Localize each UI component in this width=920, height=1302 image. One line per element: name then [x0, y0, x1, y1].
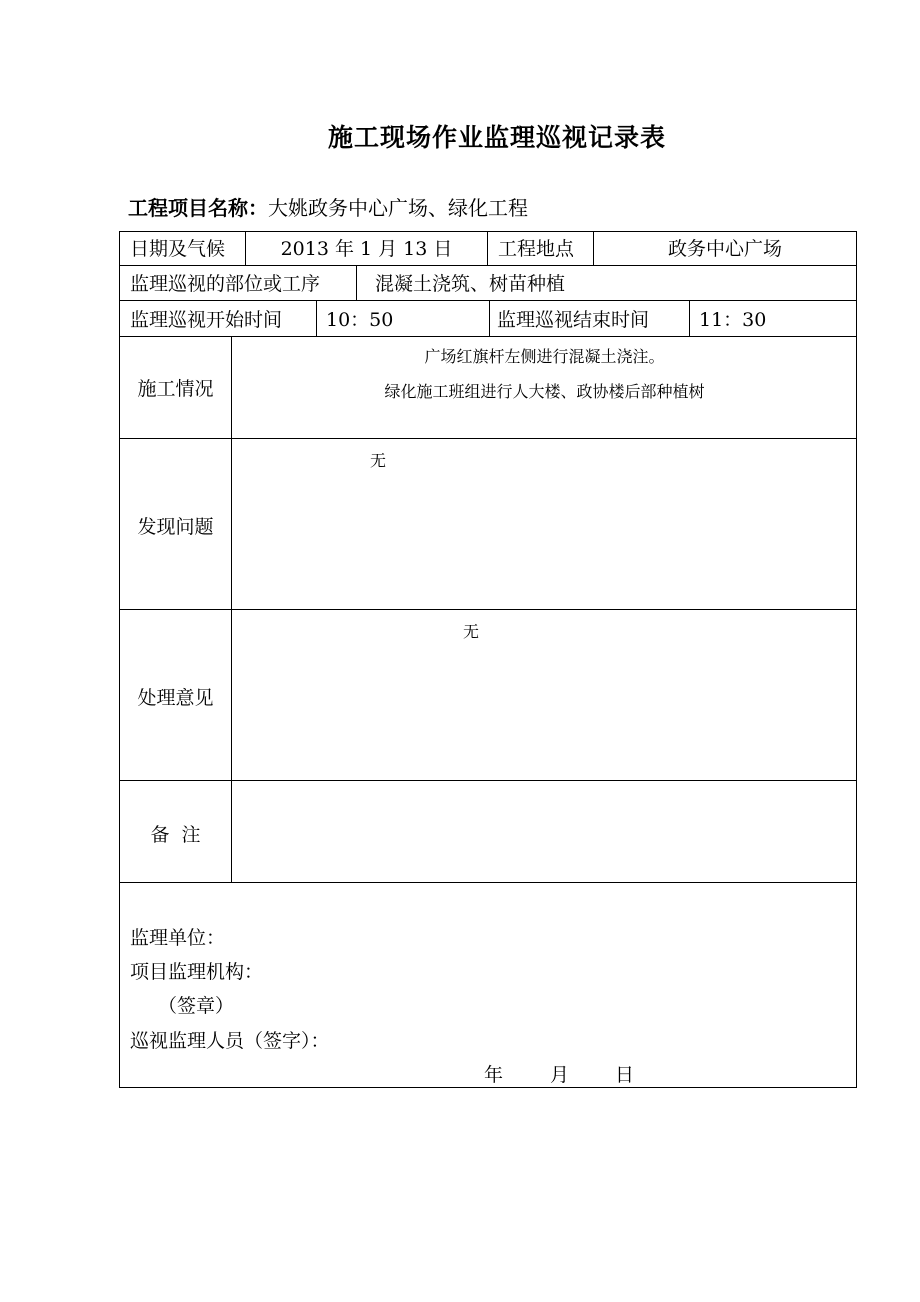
start-time-label: 监理巡视开始时间 — [130, 309, 283, 331]
handling-opinion-label: 处理意见 — [137, 687, 214, 709]
date-weather-label: 日期及气候 — [130, 238, 226, 260]
handling-opinion-value: 无 — [463, 622, 480, 641]
date-month-label: 月 — [550, 1064, 570, 1086]
construction-status-label: 施工情况 — [137, 378, 214, 400]
project-location-label: 工程地点 — [498, 238, 575, 260]
construction-status-line-1: 广场红旗杆左侧进行混凝土浇注。 — [424, 347, 665, 366]
date-day-label: 日 — [615, 1064, 635, 1086]
row-divider — [120, 265, 856, 266]
project-name-label: 工程项目名称： — [128, 196, 268, 220]
inspection-part-label: 监理巡视的部位或工序 — [130, 273, 321, 295]
problems-found-value: 无 — [370, 451, 387, 470]
supervision-org-label: 项目监理机构： — [130, 961, 264, 983]
inspector-signature-label: 巡视监理人员（签字）： — [130, 1030, 330, 1052]
end-time-value: 11：30 — [699, 309, 767, 331]
remarks-label: 备 注 — [150, 824, 201, 846]
construction-status-line-2: 绿化施工班组进行人大楼、政协楼后部种植树 — [384, 382, 705, 401]
col-divider — [356, 265, 357, 301]
col-divider — [231, 336, 232, 883]
row-divider — [120, 300, 856, 301]
col-divider — [487, 232, 488, 266]
date-weather-value: 2013 年 1 月 13 日 — [280, 238, 453, 260]
project-name-value: 大姚政务中心广场、绿化工程 — [268, 196, 528, 220]
supervision-unit-label: 监理单位： — [130, 927, 226, 949]
col-divider — [689, 300, 690, 337]
col-divider — [489, 300, 490, 337]
inspection-form-table — [119, 231, 857, 1088]
project-name-line — [128, 192, 528, 221]
date-year-label: 年 — [484, 1064, 504, 1086]
inspection-part-value: 混凝土浇筑、树苗种植 — [375, 273, 566, 295]
seal-label: （签章） — [158, 995, 235, 1017]
end-time-label: 监理巡视结束时间 — [497, 309, 650, 331]
project-location-value: 政务中心广场 — [667, 238, 782, 260]
page-title: 施工现场作业监理巡视记录表 — [327, 123, 666, 152]
problems-found-label: 发现问题 — [137, 516, 214, 538]
col-divider — [316, 300, 317, 337]
start-time-value: 10：50 — [326, 309, 394, 331]
